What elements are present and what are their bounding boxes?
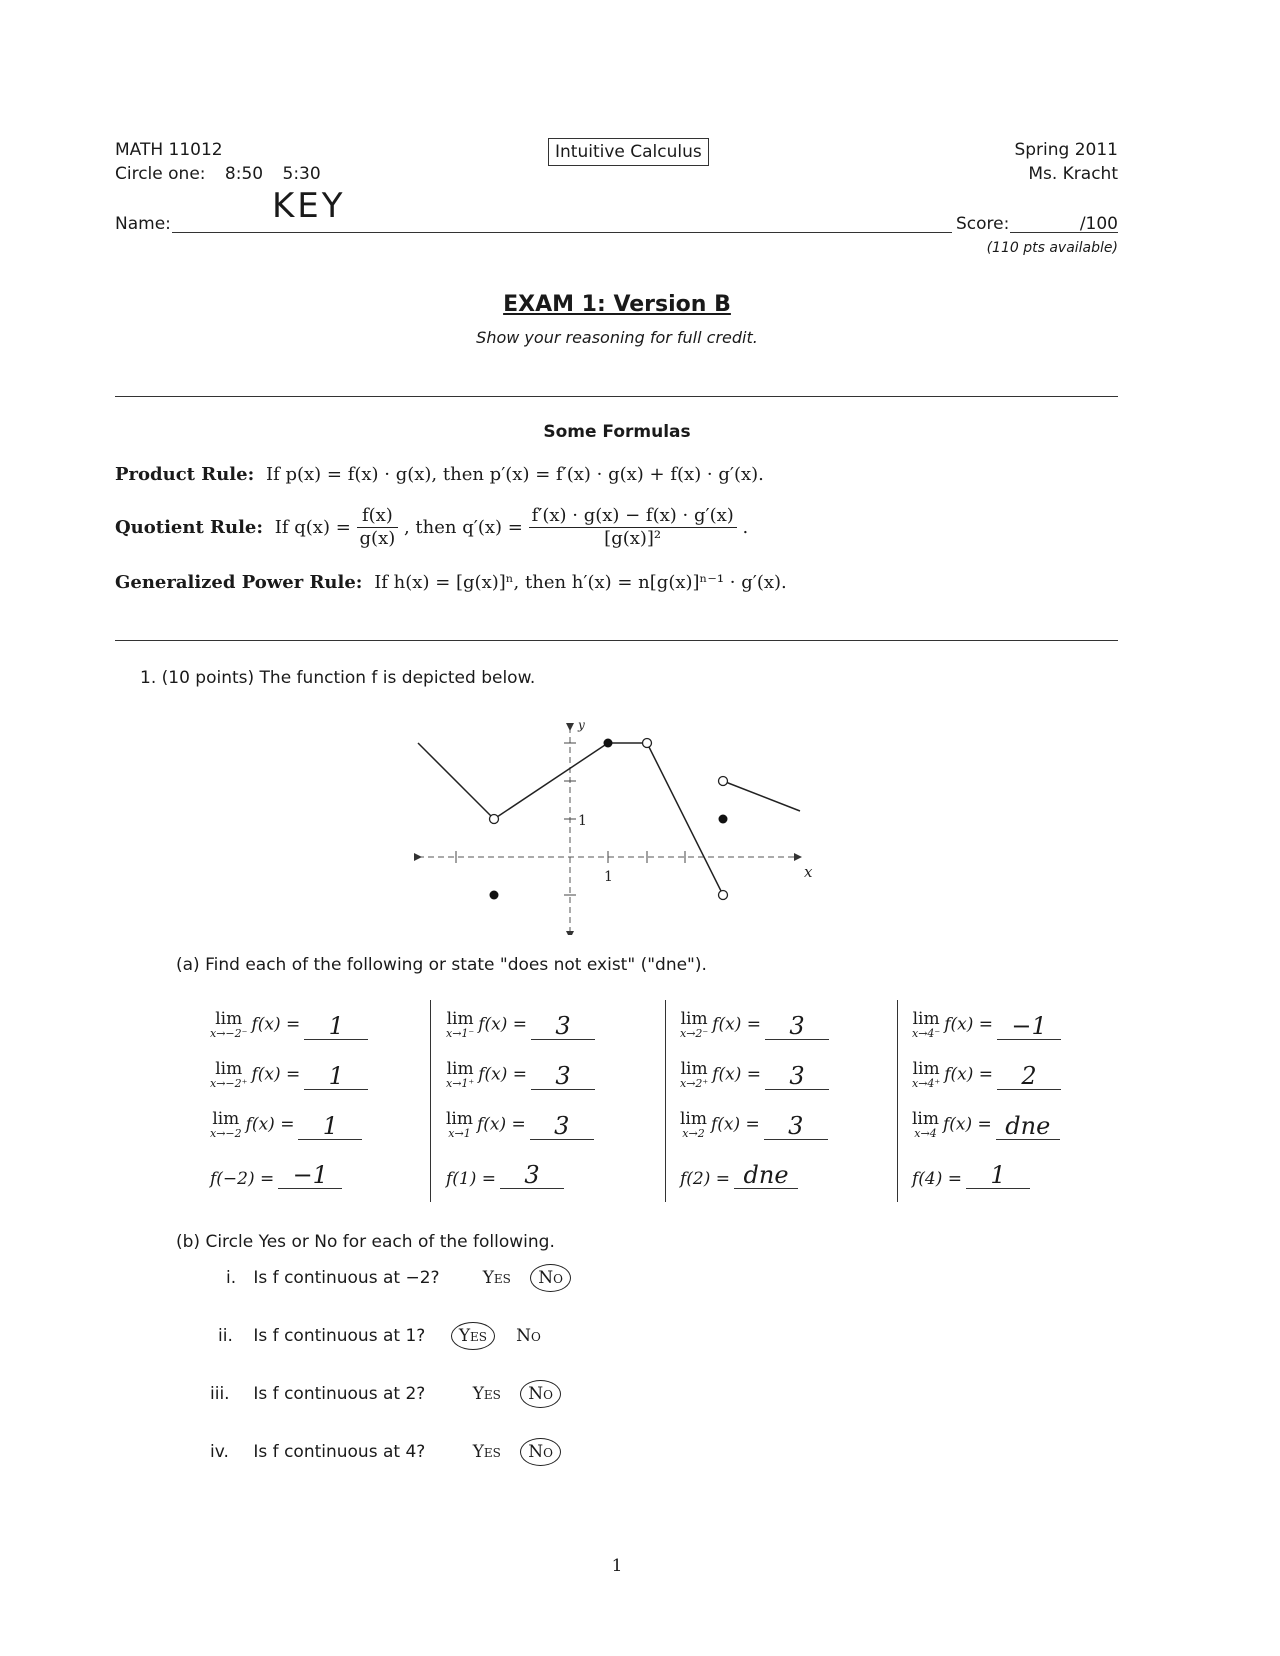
circle-label: Circle one:: [115, 164, 206, 184]
y-unit-label: 1: [578, 813, 587, 829]
question-row: [210, 1438, 710, 1466]
value-expression: f(1) =: [446, 1169, 497, 1189]
quotient-rule-label: Quotient Rule:: [115, 517, 264, 538]
answer-blank[interactable]: −1: [278, 1162, 342, 1189]
limit-row: [912, 1010, 1061, 1040]
answer-blank[interactable]: 3: [764, 1113, 828, 1140]
closed-point: [719, 815, 728, 824]
question-row: [218, 1322, 718, 1350]
question-row: [226, 1264, 726, 1292]
name-label: Name:: [115, 214, 171, 234]
column-divider: [665, 1000, 666, 1202]
answer-blank[interactable]: 3: [531, 1013, 595, 1040]
graph-segment: [723, 781, 800, 811]
open-point: [719, 891, 728, 900]
lim-subscript: x→1⁻: [446, 1027, 475, 1040]
score-total: /100: [1079, 214, 1118, 234]
value-expression: f(2) =: [680, 1169, 731, 1189]
graph-segment: [647, 743, 723, 895]
lim-expression: f(x) =: [477, 1114, 526, 1135]
answer-blank[interactable]: 1: [304, 1013, 368, 1040]
lim-expression: f(x) =: [712, 1064, 762, 1085]
question-text: Is f continuous at −2?: [253, 1268, 440, 1288]
quotient-frac-num: f(x): [357, 505, 399, 528]
lim-subscript: x→−2: [210, 1127, 242, 1140]
page-number: 1: [611, 1556, 623, 1576]
lim-word: lim: [446, 1109, 473, 1129]
lim-word: lim: [912, 1109, 939, 1129]
lim-subscript: x→1: [448, 1127, 471, 1140]
lim-word: lim: [215, 1009, 243, 1029]
value-row: [446, 1162, 564, 1189]
lim-subscript: x→2⁻: [680, 1027, 709, 1040]
quotient-rhs-frac: [529, 505, 737, 550]
lim-expression: f(x) =: [251, 1014, 301, 1035]
answer-blank[interactable]: 3: [500, 1162, 564, 1189]
score-label: Score:: [956, 214, 1010, 234]
value-expression: f(4) =: [912, 1169, 963, 1189]
limit-row: [680, 1010, 829, 1040]
lim-expression: f(x) =: [712, 1014, 762, 1035]
open-point: [490, 815, 499, 824]
closed-point: [490, 891, 499, 900]
limit-row: [446, 1110, 594, 1140]
answer-blank[interactable]: 1: [298, 1113, 362, 1140]
answer-blank[interactable]: 3: [530, 1113, 594, 1140]
lim-word: lim: [215, 1059, 243, 1079]
yes-option[interactable]: Yes: [482, 1268, 511, 1288]
yes-option[interactable]: Yes: [472, 1384, 501, 1404]
limit-row: [680, 1060, 829, 1090]
answer-blank[interactable]: 2: [997, 1063, 1061, 1090]
lim-subscript: x→2⁺: [680, 1077, 709, 1090]
question-text: Is f continuous at 4?: [253, 1442, 426, 1462]
instructor: Ms. Kracht: [1028, 164, 1118, 184]
function-graph: [400, 715, 820, 935]
question-number: ii.: [218, 1326, 233, 1346]
no-option[interactable]: No: [516, 1326, 541, 1346]
value-row: [680, 1162, 798, 1189]
quotient-rule: Quotient Rule: If q(x) = $\frac{f(x)}{g(x)}$ , then q′(x) = $\frac{f'(x) \cdot g(x) - f(x) \cdot g'(x)}{\text{[g(x)]²}}$ .: [115, 505, 749, 549]
exam-subtitle: Show your reasoning for full credit.: [476, 328, 758, 347]
answer-blank[interactable]: 1: [966, 1162, 1030, 1189]
no-option-circled[interactable]: No: [520, 1380, 561, 1408]
lim-word: lim: [446, 1059, 474, 1079]
limit-row: [912, 1110, 1060, 1140]
divider-top: [115, 396, 1118, 397]
lim-word: lim: [912, 1059, 940, 1079]
name-line: [172, 232, 952, 233]
lim-expression: f(x) =: [478, 1064, 528, 1085]
lim-word: lim: [680, 1059, 708, 1079]
circle-one-line: [115, 162, 321, 186]
quotient-frac: [357, 505, 399, 550]
quotient-if: If q(x) =: [274, 517, 351, 538]
lim-expression: f(x) =: [944, 1064, 994, 1085]
limit-row: [210, 1060, 368, 1090]
limit-row: [912, 1060, 1061, 1090]
lim-expression: f(x) =: [251, 1064, 301, 1085]
no-option-circled[interactable]: No: [530, 1264, 571, 1292]
lim-word: lim: [680, 1009, 708, 1029]
y-axis-label: y: [578, 718, 585, 732]
lim-subscript: x→−2⁺: [210, 1077, 248, 1090]
exam-title: EXAM 1: Version B: [503, 292, 731, 317]
x-axis-label: x: [804, 863, 813, 881]
question-number: i.: [226, 1268, 237, 1288]
time-option-530: 5:30: [282, 164, 321, 184]
question-row: [210, 1380, 710, 1408]
lim-expression: f(x) =: [245, 1114, 295, 1135]
course-code: MATH 11012: [115, 140, 223, 160]
answer-blank[interactable]: dne: [734, 1162, 798, 1189]
lim-subscript: x→1⁺: [446, 1077, 475, 1090]
limit-row: [210, 1110, 362, 1140]
question-text: Is f continuous at 2?: [253, 1384, 426, 1404]
product-rule-label: Product Rule:: [115, 464, 255, 485]
lim-expression: f(x) =: [478, 1014, 528, 1035]
limit-row: [446, 1010, 595, 1040]
open-point: [643, 739, 652, 748]
column-divider: [430, 1000, 431, 1202]
name-value: KEY: [272, 186, 346, 226]
lim-word: lim: [212, 1109, 240, 1129]
value-row: [912, 1162, 1030, 1189]
x-unit-label: 1: [604, 869, 613, 885]
formulas-heading: Some Formulas: [543, 422, 691, 442]
lim-word: lim: [680, 1109, 707, 1129]
yes-option[interactable]: Yes: [472, 1442, 501, 1462]
open-point: [719, 777, 728, 786]
lim-subscript: x→4⁺: [912, 1077, 941, 1090]
product-rule: [115, 464, 764, 485]
divider-bottom: [115, 640, 1118, 641]
closed-point: [604, 739, 613, 748]
value-row: [210, 1162, 342, 1189]
lim-expression: f(x) =: [944, 1014, 994, 1035]
column-divider: [897, 1000, 898, 1202]
answer-blank[interactable]: 3: [531, 1063, 595, 1090]
part-a-prompt: (a) Find each of the following or state "does not exist" ("dne").: [176, 955, 707, 975]
power-rule-text: If h(x) = [g(x)]ⁿ, then h′(x) = n[g(x)]ⁿ⁻¹ · g′(x).: [374, 572, 787, 593]
pts-available: (110 pts available): [986, 240, 1118, 256]
lim-subscript: x→−2⁻: [210, 1027, 248, 1040]
limit-row: [680, 1110, 828, 1140]
no-option-circled[interactable]: No: [520, 1438, 561, 1466]
quotient-frac-den: g(x): [359, 528, 396, 549]
lim-word: lim: [446, 1009, 474, 1029]
answer-blank[interactable]: 3: [765, 1013, 829, 1040]
graph-segment: [418, 743, 494, 819]
lim-expression: f(x) =: [711, 1114, 760, 1135]
time-option-850: 8:50: [224, 164, 264, 184]
question-text: Is f continuous at 1?: [253, 1326, 426, 1346]
question-number: iv.: [210, 1442, 229, 1462]
graph-segment: [494, 743, 608, 819]
answer-blank[interactable]: dne: [996, 1113, 1060, 1140]
lim-subscript: x→2: [682, 1127, 705, 1140]
quotient-rhs-den: [g(x)]²: [604, 528, 662, 549]
quotient-rhs-num: f′(x) · g(x) − f(x) · g′(x): [529, 505, 737, 528]
lim-word: lim: [912, 1009, 940, 1029]
power-rule-label: Generalized Power Rule:: [115, 572, 363, 593]
course-title: Intuitive Calculus: [548, 138, 709, 166]
yes-option-circled[interactable]: Yes: [451, 1322, 495, 1350]
quotient-then: , then q′(x) =: [403, 517, 523, 538]
problem1-intro: 1. (10 points) The function f is depicted below.: [140, 668, 536, 688]
answer-blank[interactable]: −1: [997, 1013, 1061, 1040]
limit-row: [210, 1010, 368, 1040]
part-b-prompt: (b) Circle Yes or No for each of the following.: [176, 1232, 555, 1252]
lim-subscript: x→4⁻: [912, 1027, 941, 1040]
term: Spring 2011: [1014, 140, 1118, 160]
lim-subscript: x→4: [914, 1127, 937, 1140]
power-rule: [115, 572, 787, 593]
answer-blank[interactable]: 3: [765, 1063, 829, 1090]
product-rule-text: If p(x) = f(x) · g(x), then p′(x) = f′(x) · g(x) + f(x) · g′(x).: [265, 464, 764, 485]
question-number: iii.: [210, 1384, 230, 1404]
lim-expression: f(x) =: [943, 1114, 992, 1135]
value-expression: f(−2) =: [210, 1169, 275, 1189]
limit-row: [446, 1060, 595, 1090]
answer-blank[interactable]: 1: [304, 1063, 368, 1090]
